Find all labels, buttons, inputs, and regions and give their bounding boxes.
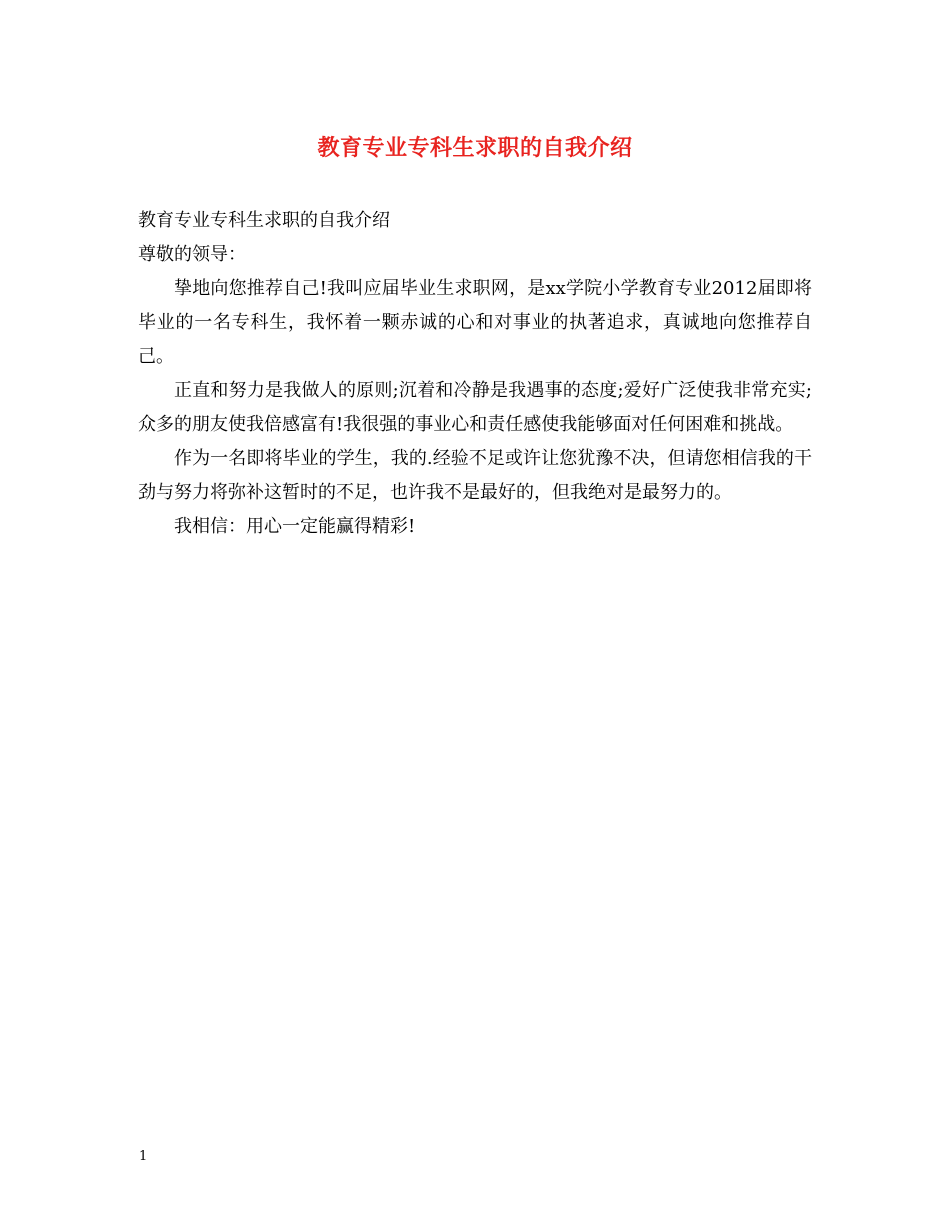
paragraph-2: 正直和努力是我做人的原则;沉着和冷静是我遇事的态度;爱好广泛使我非常充实;众多的朋友使我倍感富有!我很强的事业心和责任感使我能够面对任何困难和挑战。 — [138, 380, 812, 435]
paragraph-1: 挚地向您推荐自己!我叫应届毕业生求职网，是xx学院小学教育专业2012届即将毕业的一名专科生，我怀着一颗赤诚的心和对事业的执著追求，真诚地向您推荐自己。 — [138, 278, 812, 367]
body-heading-line: 教育专业专科生求职的自我介绍 — [138, 210, 390, 231]
document-title: 教育专业专科生求职的自我介绍 — [317, 135, 633, 161]
page-number: 1 — [139, 1149, 148, 1164]
salutation: 尊敬的领导： — [138, 244, 246, 265]
paragraph-4: 我相信：用心一定能赢得精彩! — [174, 516, 416, 537]
document-body — [138, 204, 812, 544]
paragraph-3: 作为一名即将毕业的学生，我的.经验不足或许让您犹豫不决，但请您相信我的干劲与努力将弥补这暂时的不足，也许我不是最好的，但我绝对是最努力的。 — [138, 448, 812, 503]
